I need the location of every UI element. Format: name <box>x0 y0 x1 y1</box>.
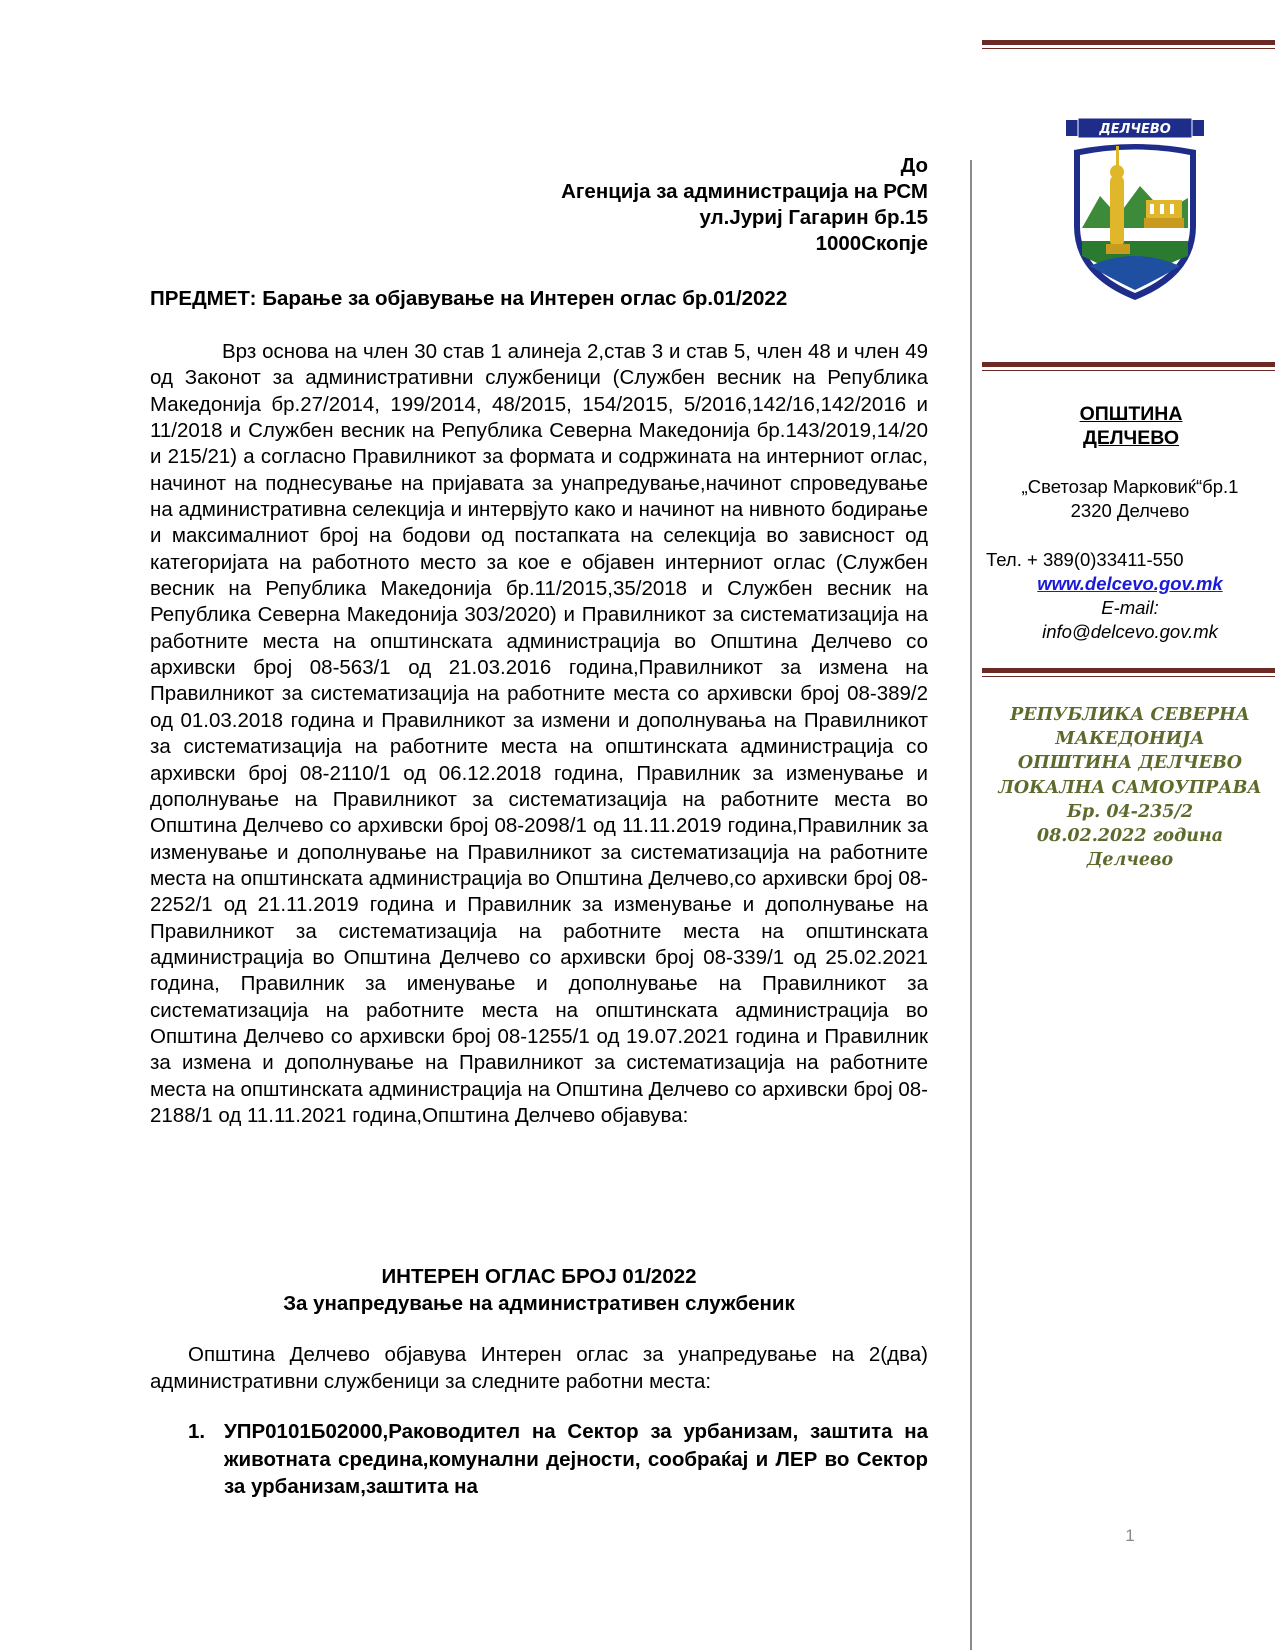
vertical-divider <box>970 160 972 1650</box>
address-city: 2320 Делчево <box>1070 500 1190 521</box>
addressee-block <box>561 153 928 257</box>
stamp-line-number: Бр. 04-235/2 <box>1066 801 1194 822</box>
municipality-name <box>1000 402 1262 450</box>
addressee-city: 1000Скопје <box>815 232 928 255</box>
address-street: „Светозар Марковиќ“бр.1 <box>1021 476 1239 497</box>
list-item <box>150 1418 928 1501</box>
top-decorative-rule <box>982 40 1275 45</box>
intro-paragraph: Општина Делчево објавува Интерен оглас за унапредување на 2(два) административни службеници за следните работни места: <box>150 1343 928 1393</box>
svg-text:ДЕЛЧЕВО: ДЕЛЧЕВО <box>1099 122 1171 137</box>
addressee-agency: Агенција за администрација на РСМ <box>561 180 928 203</box>
announcement-title: ИНТЕРЕН ОГЛАС БРОЈ 01/2022 <box>381 1265 697 1288</box>
registration-stamp <box>990 703 1270 872</box>
addressee-to: До <box>900 154 928 177</box>
positions-list <box>150 1418 928 1501</box>
subject-line: ПРЕДМЕТ: Барање за објавување на Интерен оглас бр.01/2022 <box>150 287 788 310</box>
sidebar-rule-lower <box>982 668 1275 673</box>
sidebar-rule-upper <box>982 362 1275 367</box>
stamp-line-place: Делчево <box>1086 850 1174 871</box>
list-item-number: 1. <box>188 1420 206 1443</box>
list-item-text: УПР0101Б02000,Раководител на Сектор за урбанизам, заштита на животната средина,комунални дејности, сообраќај и ЛЕР во Сектор за урбанизам,заштита на <box>224 1420 928 1498</box>
stamp-line-date: 08.02.2022 година <box>1036 826 1224 847</box>
addressee-street: ул.Јуриј Гагарин бр.15 <box>699 206 928 229</box>
stamp-line-country: РЕПУБЛИКА СЕВЕРНА <box>1010 705 1250 725</box>
municipality-name-line2: ДЕЛЧЕВО <box>1082 427 1180 449</box>
announcement-subtitle: За унапредување на административен службеник <box>283 1292 795 1315</box>
stamp-line-self-government: ЛОКАЛНА САМОУПРАВА <box>998 777 1262 798</box>
website-link[interactable]: www.delcevo.gov.mk <box>1037 573 1223 594</box>
legal-basis-paragraph: Врз основа на член 30 став 1 алинеја 2,став 3 и став 5, член 48 и член 49 од Законот за административни службеници (Службен весник на Република Македонија бр.27/2014, 199/2014, 48/2015, 154/2015, 5/2016,142/16,142/2016 и 11/2018 и Службен весник на Република Северна Македонија бр.143/2019,14/20 и 215/21) а согласно Правилникот за формата и содржината на интерниот оглас, начинот на поднесување на пријавата за унапредување,начинот спроведување на административна селекција и интервјуто како и начинот на нивното бодирање и максималниот број на бодови од постапката на селекција во зависност од категоријата на работното место за кое е објавен интерниот оглас (Службен весник на Република Македонија бр.11/2015,35/2018 и Службен весник на Република Северна Македонија 303/2020) и Правилникот за систематизација на работните места на општинската администрација во Општина Делчево со архивски број 08-563/1 од 21.03.2016 година,Правилникот за измена на Правилникот за систематизација на работните места со архивски број 08-389/2 од 01.03.2018 година и Правилникот за измени и дополнувања на Правилникот за систематизација на работните места на општинската администрација со архивски број 08-2110/1 од 06.12.2018 година, Правилник за изменување и дополнување на Правилникот за систематизација на работните места во Општина Делчево со архивски број 08-2098/1 од 11.11.2019 година,Правилник за изменување и дополнување на Правилникот за систематизација на работните места на општинската администрација во Општина Делчево,со архивски број 08-2252/1 од 21.11.2019 година и Правилник за изменување и дополнување на Правилникот за систематизација на работните места на општинската администрација во Општина Делчево со архивски број 08-339/1 од 25.02.2021 година, Правилник за именување и дополнување на Правилникот за систематизација на работните места на општинската администрација во Општина Делчево со архивски број 08-1255/1 од 19.07.2021 година и Правилник за измена и дополнување на Правилникот за систематизација на работните места на општинската администрација на Општина Делчево со архивски број 08-2188/1 од 11.11.2021 година,Општина Делчево објавува: <box>150 340 928 1127</box>
municipality-name-line1: ОПШТИНА <box>1079 403 1183 425</box>
announcement-heading <box>150 1263 928 1317</box>
page-number: 1 <box>1125 1526 1135 1545</box>
email-label: E-mail: <box>1101 597 1159 618</box>
phone-number: Тел. + 389(0)33411-550 <box>986 549 1184 570</box>
stamp-line-municipality: ОПШТИНА ДЕЛЧЕВО <box>1017 753 1243 774</box>
stamp-line-country-2: МАКЕДОНИЈА <box>1055 729 1205 750</box>
email-address[interactable]: info@delcevo.gov.mk <box>1042 621 1218 642</box>
municipality-coat-of-arms-logo <box>1060 116 1210 306</box>
municipality-address <box>990 475 1270 523</box>
